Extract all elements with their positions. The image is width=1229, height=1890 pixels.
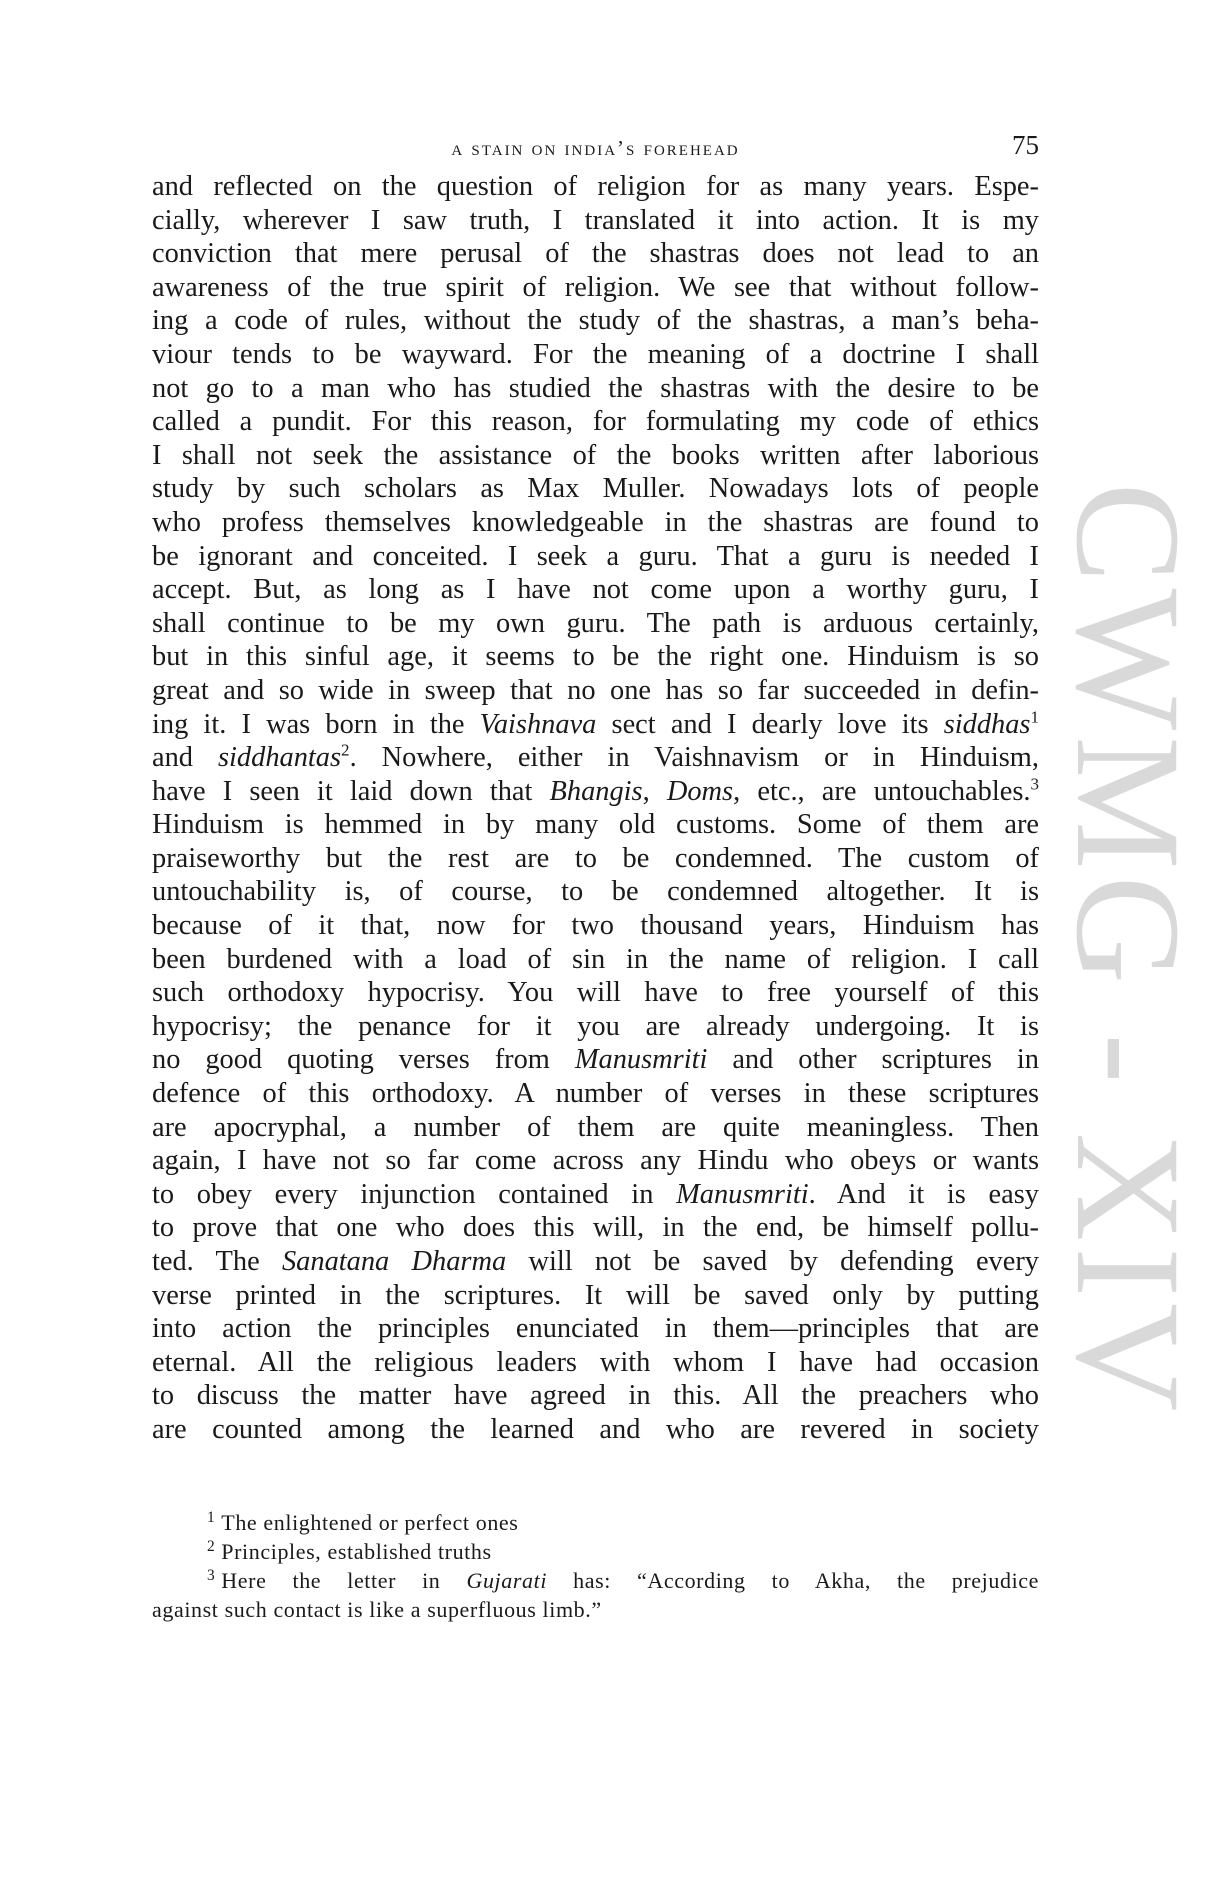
text-segment: ing it. I was born in the [152,708,480,740]
text-segment: not go to a man who has studied the shastras with the desire to be [152,372,1039,404]
text-segment: and [152,742,218,774]
text-segment: conviction that mere perusal of the shastras does not lead to an [152,238,1039,270]
text-line [152,741,1039,775]
text-segment: I shall not seek the assistance of the books written after laborious [152,439,1039,471]
text-line [152,674,1039,708]
text-segment: . Nowhere, either in Vaishnavism or in Hinduism, [349,742,1039,774]
text-line [152,842,1039,876]
text-segment: but in this sinful age, it seems to be the right one. Hinduism is so [152,641,1039,673]
italic-term: Doms [666,775,734,807]
text-segment: and reflected on the question of religion for as many years. Espe- [152,171,1039,202]
text-segment: and other scriptures in [707,1044,1039,1076]
text-line [152,506,1039,540]
text-line [152,1279,1039,1313]
text-line [152,1043,1039,1077]
page-number: 75 [1012,130,1039,160]
text-line [152,304,1039,338]
text-segment: , [642,775,667,807]
text-line [152,271,1039,305]
text-line [152,1178,1039,1212]
text-line [152,775,1039,809]
italic-term: Sanatana Dharma [281,1246,507,1277]
text-segment: are apocryphal, a number of them are quite meaningless. Then [152,1111,1039,1143]
italic-term: siddhantas [218,742,342,774]
text-line [152,640,1039,674]
body-text [152,170,1039,1447]
running-header-title: a stain on india’s forehead [451,136,740,160]
text-line [152,237,1039,271]
text-segment: hypocrisy; the penance for it you are already undergoing. It is [152,1010,1039,1042]
text-segment: such orthodoxy hypocrisy. You will have to free yourself of this [152,977,1039,1009]
text-segment: verse printed in the scriptures. It will be saved only by putting [152,1279,1039,1311]
text-segment: Hinduism is hemmed in by many old customs. Some of them are [152,809,1039,841]
text-segment: who profess themselves knowledgeable in the shastras are found to [152,506,1039,538]
footnote-reference: 1 [1030,707,1039,727]
text-segment: The enlightened or perfect ones [221,1510,519,1535]
text-line [152,439,1039,473]
text-line [152,1144,1039,1178]
footnote-marker: 3 [207,1566,216,1584]
text-segment: will not be saved by defending every [506,1246,1039,1277]
text-line [152,943,1039,977]
text-line [152,1312,1039,1346]
text-segment: accept. But, as long as I have not come upon a worthy guru, I [152,574,1039,606]
text-line [152,472,1039,506]
italic-term: Manusmriti [676,1178,809,1210]
text-line [152,170,1039,204]
italic-term: siddhas [943,708,1031,740]
italic-term: Vaishnava [479,708,597,740]
text-line [152,1211,1039,1245]
page [152,120,1039,1447]
text-line [152,338,1039,372]
text-line [152,1379,1039,1413]
text-line [152,607,1039,641]
text-segment: are counted among the learned and who are revered in society [152,1413,1039,1445]
text-segment: because of it that, now for two thousand years, Hinduism has [152,910,1039,942]
footnotes [152,1508,1039,1624]
running-header [152,120,1039,170]
text-line [152,1010,1039,1044]
text-segment: into action the principles enunciated in them—principles that are [152,1313,1039,1345]
text-line [152,405,1039,439]
text-line [152,1077,1039,1111]
text-segment: to obey every injunction contained in [152,1178,677,1210]
footnote-marker: 1 [207,1508,216,1526]
text-segment: been burdened with a load of sin in the name of religion. I call [152,943,1039,975]
footnote [152,1537,1039,1566]
text-line [152,909,1039,943]
text-segment: Here the letter in [221,1568,467,1593]
text-segment: viour tends to be wayward. For the meaning of a doctrine I shall [152,338,1039,370]
text-segment: ing a code of rules, without the study of the shastras, a man’s beha- [152,305,1039,337]
text-segment: awareness of the true spirit of religion. We see that without follow- [152,271,1039,303]
italic-term: Gujarati [466,1568,548,1593]
text-segment: sect and I dearly love its [596,708,944,740]
footnote [152,1508,1039,1537]
text-segment: study by such scholars as Max Muller. Nowadays lots of people [152,473,1039,505]
text-line [152,1346,1039,1380]
text-line [152,573,1039,607]
text-line [152,540,1039,574]
text-line [152,1245,1039,1279]
italic-term: Manusmriti [574,1044,708,1076]
text-segment: untouchability is, of course, to be condemned altogether. It is [152,876,1039,908]
text-segment: Principles, established truths [221,1539,492,1564]
text-line [152,875,1039,909]
text-segment: called a pundit. For this reason, for formulating my code of ethics [152,406,1039,438]
text-segment: shall continue to be my own guru. The path is arduous certainly, [152,607,1039,639]
text-segment: defence of this orthodoxy. A number of verses in these scriptures [152,1078,1039,1110]
text-segment: to discuss the matter have agreed in this. All the preachers who [152,1380,1039,1412]
text-line [152,708,1039,742]
text-segment: . And it is easy [808,1178,1039,1210]
text-segment: to prove that one who does this will, in the end, be himself pollu- [152,1212,1039,1244]
text-segment: no good quoting verses from [152,1044,575,1076]
text-line [152,204,1039,238]
text-segment: eternal. All the religious leaders with whom I have had occasion [152,1346,1039,1378]
watermark-text: CWMG - XIV [1045,482,1211,1418]
footnote-reference: 2 [341,740,350,760]
text-line [152,808,1039,842]
text-line [152,976,1039,1010]
text-segment: praiseworthy but the rest are to be condemned. The custom of [152,842,1039,874]
text-segment: have I seen it laid down that [152,775,550,807]
footnote [152,1566,1039,1595]
text-line [152,1413,1039,1447]
text-line [152,1111,1039,1145]
text-segment: cially, wherever I saw truth, I translated it into action. It is my [152,204,1039,236]
text-segment: great and so wide in sweep that no one has so far succeeded in defin- [152,674,1039,706]
footnote-continuation: against such contact is like a superfluous limb.” [152,1597,602,1622]
text-segment: again, I have not so far come across any Hindu who obeys or wants [152,1145,1039,1177]
text-segment: , etc., are untouchables. [733,775,1031,807]
text-segment: has: “According to Akha, the prejudice [547,1568,1040,1593]
footnote-reference: 3 [1030,774,1040,794]
text-line [152,372,1039,406]
text-segment: be ignorant and conceited. I seek a guru. That a guru is needed I [152,540,1039,572]
footnote-marker: 2 [207,1537,216,1555]
italic-term: Bhangis [549,775,643,807]
text-segment: ted. The [152,1246,282,1277]
